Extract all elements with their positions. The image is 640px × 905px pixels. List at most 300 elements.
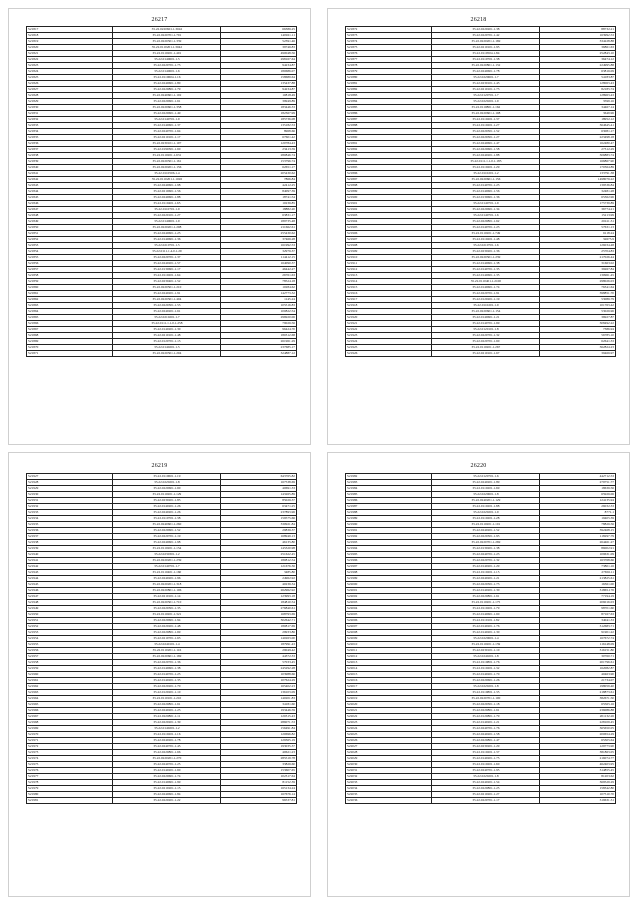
record-id-cell: S21896 <box>346 171 432 177</box>
amount-cell: 128963.43 <box>540 93 616 99</box>
amount-cell: 193035.37 <box>221 744 297 750</box>
record-id-cell: S21825 <box>27 75 113 81</box>
amount-cell: 96537.81 <box>221 798 297 804</box>
record-id-cell: S21939 <box>27 546 113 552</box>
code-cell: 35.22.0110201.1.175 <box>432 600 540 606</box>
code-cell: 35.22.0140701.1.23 <box>432 183 540 189</box>
amount-cell: 369529.29 <box>540 780 616 786</box>
code-cell: 35.22.0220701.1.19 <box>113 534 221 540</box>
record-id-cell: S21955 <box>27 642 113 648</box>
code-cell: 35.22.0220801.1.11 <box>113 714 221 720</box>
code-cell: 35.22.0220301.1.52 <box>432 129 540 135</box>
record-id-cell: S21913 <box>346 273 432 279</box>
amount-cell: 33826.60 <box>221 762 297 768</box>
amount-cell: 490048.56 <box>221 51 297 57</box>
code-cell: 35.22.0240601.1.47 <box>432 141 540 147</box>
record-id-cell: S21875 <box>346 45 432 51</box>
amount-cell: 36861.63 <box>540 45 616 51</box>
code-cell: 35.22.0220301.1.53 <box>113 303 221 309</box>
code-cell: 35.22.0220201.1.270 <box>113 756 221 762</box>
amount-cell: 201796.61 <box>540 660 616 666</box>
amount-cell: 18882.20 <box>221 207 297 213</box>
amount-cell: 31663.02 <box>540 261 616 267</box>
record-id-cell: S21818 <box>27 33 113 39</box>
record-id-cell: S21842 <box>27 177 113 183</box>
record-id-cell: S21826 <box>27 81 113 87</box>
record-id-cell: S21922 <box>346 327 432 333</box>
record-id-cell: S21930 <box>27 492 113 498</box>
record-id-cell: S22009 <box>346 636 432 642</box>
code-cell: 35.22.0110201.1.749 <box>432 231 540 237</box>
code-cell: 35.22.0140701.1.69 <box>432 321 540 327</box>
code-cell: 35.22.0220701.1.17 <box>432 798 540 804</box>
record-id-cell: S22003 <box>346 600 432 606</box>
code-cell: 35.22.0230101.1.43 <box>432 81 540 87</box>
record-id-cell: S21838 <box>27 153 113 159</box>
record-id-cell: S21841 <box>27 171 113 177</box>
amount-cell: 62641.33 <box>540 339 616 345</box>
record-id-cell: S21894 <box>346 159 432 165</box>
record-id-cell: S21847 <box>27 207 113 213</box>
code-cell: 35.22.0210701.1.6 <box>432 243 540 249</box>
amount-cell: 29836.37 <box>221 528 297 534</box>
record-id-cell: S21945 <box>27 582 113 588</box>
record-id-cell: S22031 <box>346 768 432 774</box>
record-id-cell: S21836 <box>27 141 113 147</box>
code-cell: 35.22.0220101.1.27 <box>113 213 221 219</box>
code-cell: 35.22.0240701.1.95 <box>432 768 540 774</box>
record-id-cell: S21855 <box>27 255 113 261</box>
amount-cell: 1498076.22 <box>540 177 616 183</box>
code-cell: 35.22.0110201.1.159 <box>432 642 540 648</box>
amount-cell: 185736.08 <box>221 117 297 123</box>
record-id-cell: S21944 <box>27 576 113 582</box>
record-id-cell: S21954 <box>27 636 113 642</box>
amount-cell: 73801.16 <box>540 564 616 570</box>
record-id-cell: S22032 <box>346 774 432 780</box>
code-cell: 35.22.0110401.1.2100 <box>432 279 540 285</box>
code-cell: 35.22.0120701.1.6 <box>432 474 540 480</box>
record-id-cell: S21946 <box>27 588 113 594</box>
amount-cell: 189735.48 <box>221 219 297 225</box>
record-id-cell: S21907 <box>346 237 432 243</box>
record-id-cell: S21929 <box>27 486 113 492</box>
record-id-cell: S21861 <box>27 291 113 297</box>
amount-cell: 162480.47 <box>540 141 616 147</box>
amount-cell: 139536.84 <box>540 183 616 189</box>
table-row <box>27 798 297 804</box>
code-cell: 35.22.0140201.1.76 <box>432 624 540 630</box>
code-cell: 35.22.0220301.1.339 <box>113 39 221 45</box>
record-id-cell: S21887 <box>346 117 432 123</box>
record-id-cell: S21918 <box>346 303 432 309</box>
code-cell: 35.22.0220301.1.73 <box>432 582 540 588</box>
amount-cell: 65362.96 <box>540 195 616 201</box>
record-id-cell: S21971 <box>27 738 113 744</box>
code-cell: 35.22.0110401.1.65 <box>113 201 221 207</box>
code-cell: 35.22.0110201.1.267 <box>432 345 540 351</box>
amount-cell: 296920.06 <box>221 315 297 321</box>
amount-cell: 100822.54 <box>221 309 297 315</box>
amount-cell: 162082.87 <box>540 666 616 672</box>
code-cell: 35.22.0110201.1.1026 <box>113 177 221 183</box>
code-cell: 35.22.0130601.1.17 <box>113 267 221 273</box>
record-id-cell: S21962 <box>27 684 113 690</box>
code-cell: 35.22.0220801.1.106 <box>113 588 221 594</box>
code-cell: 35.22.0140201.1.70 <box>432 672 540 678</box>
amount-cell: 165402.23 <box>221 684 297 690</box>
record-id-cell: S21843 <box>27 183 113 189</box>
amount-cell: 63471.25 <box>221 504 297 510</box>
amount-cell: 251622.45 <box>221 552 297 558</box>
record-id-cell: S21890 <box>346 135 432 141</box>
record-id-cell: S21987 <box>346 504 432 510</box>
amount-cell: 37466.28 <box>221 237 297 243</box>
record-id-cell: S21979 <box>27 786 113 792</box>
record-id-cell: S21920 <box>346 315 432 321</box>
record-id-cell: S21985 <box>346 492 432 498</box>
amount-cell: 120784.43 <box>221 141 297 147</box>
table-row <box>27 351 297 357</box>
record-id-cell: S21851 <box>27 231 113 237</box>
code-cell: 35.22.0110201.1.88 <box>432 504 540 510</box>
code-cell: 35.22.0220301.1.204 <box>113 351 221 357</box>
amount-cell: 65926.06 <box>540 492 616 498</box>
document-page-1 <box>8 8 311 445</box>
record-id-cell: S21924 <box>346 339 432 345</box>
code-cell: 35.22.0140601.1.38 <box>113 666 221 672</box>
amount-cell: 78524.18 <box>221 279 297 285</box>
code-cell: 35.22.0220201.1.38 <box>432 27 540 33</box>
amount-cell: 286071.53 <box>221 720 297 726</box>
amount-cell: 44372.33 <box>221 654 297 660</box>
record-id-cell: S21997 <box>346 564 432 570</box>
amount-cell: 40463.90 <box>540 672 616 678</box>
code-cell: 35.22.0140701.1.9 <box>113 117 221 123</box>
amount-cell: 205430.62 <box>221 171 297 177</box>
amount-cell: 324887.12 <box>221 351 297 357</box>
code-cell: 35.22.0110101.1.210 <box>113 696 221 702</box>
record-id-cell: S21888 <box>346 123 432 129</box>
code-cell: 35.22.0220201.1.48 <box>113 624 221 630</box>
code-cell: 35.22.0240101.1.4 <box>113 642 221 648</box>
amount-cell: 462403.95 <box>540 762 616 768</box>
record-id-cell: S21937 <box>27 534 113 540</box>
amount-cell: 10284.62 <box>221 285 297 291</box>
record-id-cell: S21886 <box>346 111 432 117</box>
amount-cell: 120696.82 <box>221 732 297 738</box>
amount-cell: 27656.11 <box>540 570 616 576</box>
record-id-cell: S21949 <box>27 606 113 612</box>
code-cell: 35.22.0220301.1.18 <box>432 702 540 708</box>
record-id-cell: S21991 <box>346 528 432 534</box>
code-cell: 35.22.0220201.1.9 <box>432 99 540 105</box>
record-id-cell: S22010 <box>346 642 432 648</box>
amount-cell: 140263.00 <box>221 636 297 642</box>
document-page-4 <box>327 452 630 897</box>
amount-cell: 53026.96 <box>540 309 616 315</box>
amount-cell: 264461.27 <box>540 540 616 546</box>
record-id-cell: S21852 <box>27 237 113 243</box>
record-id-cell: S21992 <box>346 534 432 540</box>
amount-cell: 223498.18 <box>540 135 616 141</box>
record-id-cell: S21917 <box>346 297 432 303</box>
amount-cell: 42412.25 <box>221 183 297 189</box>
record-id-cell: S21932 <box>27 504 113 510</box>
code-cell: 35.22.0110701.1.38 <box>113 516 221 522</box>
code-cell: 35.22.0110504.1.84 <box>432 51 540 57</box>
code-cell: 35.22.0140701.1.23 <box>113 672 221 678</box>
amount-cell: 261961.29 <box>221 339 297 345</box>
code-cell: 35.22.0220701.1.37 <box>113 255 221 261</box>
amount-cell: 87167.63 <box>540 612 616 618</box>
amount-cell: 24962.92 <box>221 576 297 582</box>
amount-cell: 167538.69 <box>221 480 297 486</box>
record-id-cell: S21891 <box>346 141 432 147</box>
amount-cell: 381863.05 <box>540 750 616 756</box>
record-id-cell: S21974 <box>27 756 113 762</box>
record-id-cell: S22022 <box>346 714 432 720</box>
amount-cell: 200654.29 <box>540 732 616 738</box>
amount-cell: 224995.88 <box>540 63 616 69</box>
amount-cell: 25704.83 <box>540 249 616 255</box>
record-id-cell: S21845 <box>27 195 113 201</box>
amount-cell: 334228.88 <box>540 39 616 45</box>
code-cell: 35.22.0220801.1.79 <box>113 87 221 93</box>
code-cell: 35.22.0220601.1.358 <box>113 105 221 111</box>
record-id-cell: S21982 <box>346 474 432 480</box>
amount-cell: 36474.12 <box>540 57 616 63</box>
code-cell: 35.22.0110201.1.3042 <box>113 45 221 51</box>
record-id-cell: S21839 <box>27 159 113 165</box>
record-id-cell: S21885 <box>346 105 432 111</box>
code-cell: 35.22.0110201.1.321 <box>113 612 221 618</box>
code-cell: 35.22.0140201.1.21 <box>432 720 540 726</box>
record-id-cell: S21926 <box>346 351 432 357</box>
page-number: 26218 <box>470 17 487 23</box>
record-id-cell: S21857 <box>27 267 113 273</box>
record-id-cell: S22021 <box>346 708 432 714</box>
amount-cell: 145320.98 <box>221 546 297 552</box>
table-row <box>346 351 616 357</box>
record-id-cell: S21817 <box>27 27 113 33</box>
code-cell: 35.22.0110201.1.28 <box>432 516 540 522</box>
record-id-cell: S21931 <box>27 498 113 504</box>
record-id-cell: S21892 <box>346 147 432 153</box>
amount-cell: 34041.33 <box>540 618 616 624</box>
amount-cell: 10818.49 <box>221 93 297 99</box>
code-cell: 35.22.0140701.1.35 <box>432 267 540 273</box>
code-cell: 35.22.0210101.1.73 <box>432 87 540 93</box>
amount-cell: 31865.176 <box>540 588 616 594</box>
amount-cell: 66386.25 <box>221 27 297 33</box>
code-cell: 35.22.0110201.1.154 <box>113 546 221 552</box>
code-cell: 35.22.0110604.1.16 <box>113 75 221 81</box>
record-id-cell: S22012 <box>346 654 432 660</box>
code-cell: 35.22.0220701.1.60 <box>432 339 540 345</box>
amount-cell: 102317.64 <box>221 774 297 780</box>
amount-cell: 85026.37 <box>221 498 297 504</box>
code-cell: 35.22.0110201.1.15 <box>432 570 540 576</box>
code-cell: 35.22.0220601.1.26 <box>432 678 540 684</box>
code-cell: 35.22.0220601.1.49 <box>113 111 221 117</box>
amount-cell: 8771.1 <box>540 510 616 516</box>
amount-cell: 101763.42 <box>540 303 616 309</box>
code-cell: 35.22.0220701.1.36 <box>113 660 221 666</box>
record-id-cell: S21868 <box>27 333 113 339</box>
amount-cell: 34181.60 <box>221 702 297 708</box>
code-cell: 35.22.0140701.1.6 <box>432 213 540 219</box>
amount-cell: 364645.41 <box>540 123 616 129</box>
amount-cell: 29049.42 <box>221 648 297 654</box>
record-id-cell: S22011 <box>346 648 432 654</box>
code-cell: 35.22.0240601.1.98 <box>113 540 221 546</box>
record-id-cell: S21915 <box>346 285 432 291</box>
code-cell: 35.22.0140201.1.75 <box>432 756 540 762</box>
code-cell: 35.22.0110201.1.9 <box>432 303 540 309</box>
record-id-cell: S21830 <box>27 105 113 111</box>
record-id-cell: S21919 <box>346 309 432 315</box>
amount-cell: 16361.00 <box>540 582 616 588</box>
record-id-cell: S21969 <box>27 726 113 732</box>
code-cell: 35.22.0140601.1.6 <box>113 69 221 75</box>
record-id-cell: S21844 <box>27 189 113 195</box>
amount-cell: 442712.53 <box>540 474 616 480</box>
amount-cell: 3485.80 <box>221 570 297 576</box>
record-id-cell: S21863 <box>27 303 113 309</box>
record-id-cell: S21893 <box>346 153 432 159</box>
code-cell: 35.22.0230101.1.10 <box>432 648 540 654</box>
record-id-cell: S22000 <box>346 582 432 588</box>
amount-cell: 180812.54 <box>221 558 297 564</box>
amount-cell: 156491.84 <box>221 726 297 732</box>
code-cell: 35.22.0140601.1.38 <box>432 261 540 267</box>
amount-cell: 82185.74 <box>540 87 616 93</box>
amount-cell: 133791.38 <box>540 171 616 177</box>
code-cell: 35.22.0210201.1.27 <box>432 792 540 798</box>
record-id-cell: S22013 <box>346 660 432 666</box>
amount-cell: 15213.99 <box>540 213 616 219</box>
code-cell: 35.22.0220801.1.66 <box>113 750 221 756</box>
amount-cell: 201132.26 <box>540 714 616 720</box>
amount-cell: 312683.71 <box>540 624 616 630</box>
record-id-cell: S21899 <box>346 189 432 195</box>
record-id-cell: S21854 <box>27 249 113 255</box>
code-cell: 35.22.0140601.1.36 <box>113 237 221 243</box>
code-cell: 35.22.0220601.1.94 <box>113 618 221 624</box>
record-id-cell: S21938 <box>27 540 113 546</box>
record-id-cell: S21881 <box>346 81 432 87</box>
record-id-cell: S22002 <box>346 594 432 600</box>
amount-cell: 153607.65 <box>221 768 297 774</box>
record-id-cell: S21837 <box>27 147 113 153</box>
code-cell: 35.22.0220801.1.61 <box>113 702 221 708</box>
amount-cell: 237893.96 <box>221 510 297 516</box>
record-id-cell: S22018 <box>346 690 432 696</box>
code-cell: 35.22.0120701.1.13 <box>113 339 221 345</box>
record-id-cell: S21994 <box>346 546 432 552</box>
code-cell: 35.22.0110201.1.64 <box>113 273 221 279</box>
amount-cell: 308492.22 <box>540 321 616 327</box>
amount-cell: 158689.64 <box>221 75 297 81</box>
code-cell: 35.22.0220801.1.25 <box>432 786 540 792</box>
code-cell: 35.22.0220201.1.8 <box>432 774 540 780</box>
record-id-cell: S21996 <box>346 558 432 564</box>
record-id-cell: S21976 <box>27 768 113 774</box>
record-id-cell: S22004 <box>346 606 432 612</box>
amount-cell: 184810.54 <box>221 600 297 606</box>
amount-cell: 94234.87 <box>221 63 297 69</box>
amount-cell: 130961.45 <box>540 273 616 279</box>
code-cell: 35.22.0110801.1.76 <box>432 660 540 666</box>
record-id-cell: S21880 <box>346 75 432 81</box>
amount-cell: 3599.16 <box>540 99 616 105</box>
record-id-cell: S21849 <box>27 219 113 225</box>
amount-cell: 126034.48 <box>540 243 616 249</box>
record-id-cell: S21884 <box>346 99 432 105</box>
amount-cell: 392468.15 <box>540 528 616 534</box>
record-id-cell: S22014 <box>346 666 432 672</box>
amount-cell: 168793.69 <box>221 612 297 618</box>
code-cell: 35.22.0220701.1.100 <box>432 696 540 702</box>
record-id-cell: S21869 <box>27 339 113 345</box>
amount-cell: 52391.46 <box>221 39 297 45</box>
amount-cell: 298026.03 <box>540 279 616 285</box>
amount-cell: 302642.71 <box>221 618 297 624</box>
amount-cell: 168949.13 <box>221 534 297 540</box>
record-id-cell: S21877 <box>346 57 432 63</box>
code-cell: 35.22.0210101.1.67 <box>432 351 540 357</box>
code-cell: 35.22.0110201.1.48 <box>432 237 540 243</box>
record-id-cell: S21959 <box>27 666 113 672</box>
record-id-cell: S21859 <box>27 279 113 285</box>
amount-cell: 180312.68 <box>221 333 297 339</box>
record-id-cell: S21943 <box>27 570 113 576</box>
record-id-cell: S21999 <box>346 576 432 582</box>
record-id-cell: S21895 <box>346 165 432 171</box>
amount-cell: 643765.82 <box>221 474 297 480</box>
amount-cell: 30760.71 <box>540 654 616 660</box>
code-cell: 35.22.0120201.1.10 <box>113 690 221 696</box>
amount-cell: 26761.63 <box>221 273 297 279</box>
record-id-cell: S21934 <box>27 516 113 522</box>
record-id-cell: S21925 <box>346 345 432 351</box>
amount-cell: 40691.33 <box>221 486 297 492</box>
code-cell: 35.22.0220701.1.73 <box>113 63 221 69</box>
record-id-cell: S21927 <box>27 474 113 480</box>
code-cell: 35.22.0220801.1.47 <box>432 738 540 744</box>
record-id-cell: S21967 <box>27 714 113 720</box>
table-row <box>346 798 616 804</box>
page-number: 26217 <box>151 17 168 23</box>
amount-cell: 180686.07 <box>221 69 297 75</box>
code-cell: 35.22.0210101.1.95 <box>432 45 540 51</box>
amount-cell: 23413.59 <box>221 147 297 153</box>
record-id-cell: S21970 <box>27 732 113 738</box>
record-id-cell: S22007 <box>346 624 432 630</box>
amount-cell: 165134.24 <box>221 786 297 792</box>
amount-cell: 40621.23 <box>221 750 297 756</box>
code-cell: 35.22.0220301.1.93 <box>432 534 540 540</box>
record-id-cell: S21910 <box>346 255 432 261</box>
amount-cell: 65305.64 <box>540 738 616 744</box>
record-id-cell: S21904 <box>346 219 432 225</box>
record-id-cell: S21975 <box>27 762 113 768</box>
code-cell: 35.22.0110201.1.101 <box>432 522 540 528</box>
amount-cell: 94234.87 <box>221 87 297 93</box>
amount-cell: 142773.32 <box>221 291 297 297</box>
amount-cell: 306883.74 <box>540 153 616 159</box>
